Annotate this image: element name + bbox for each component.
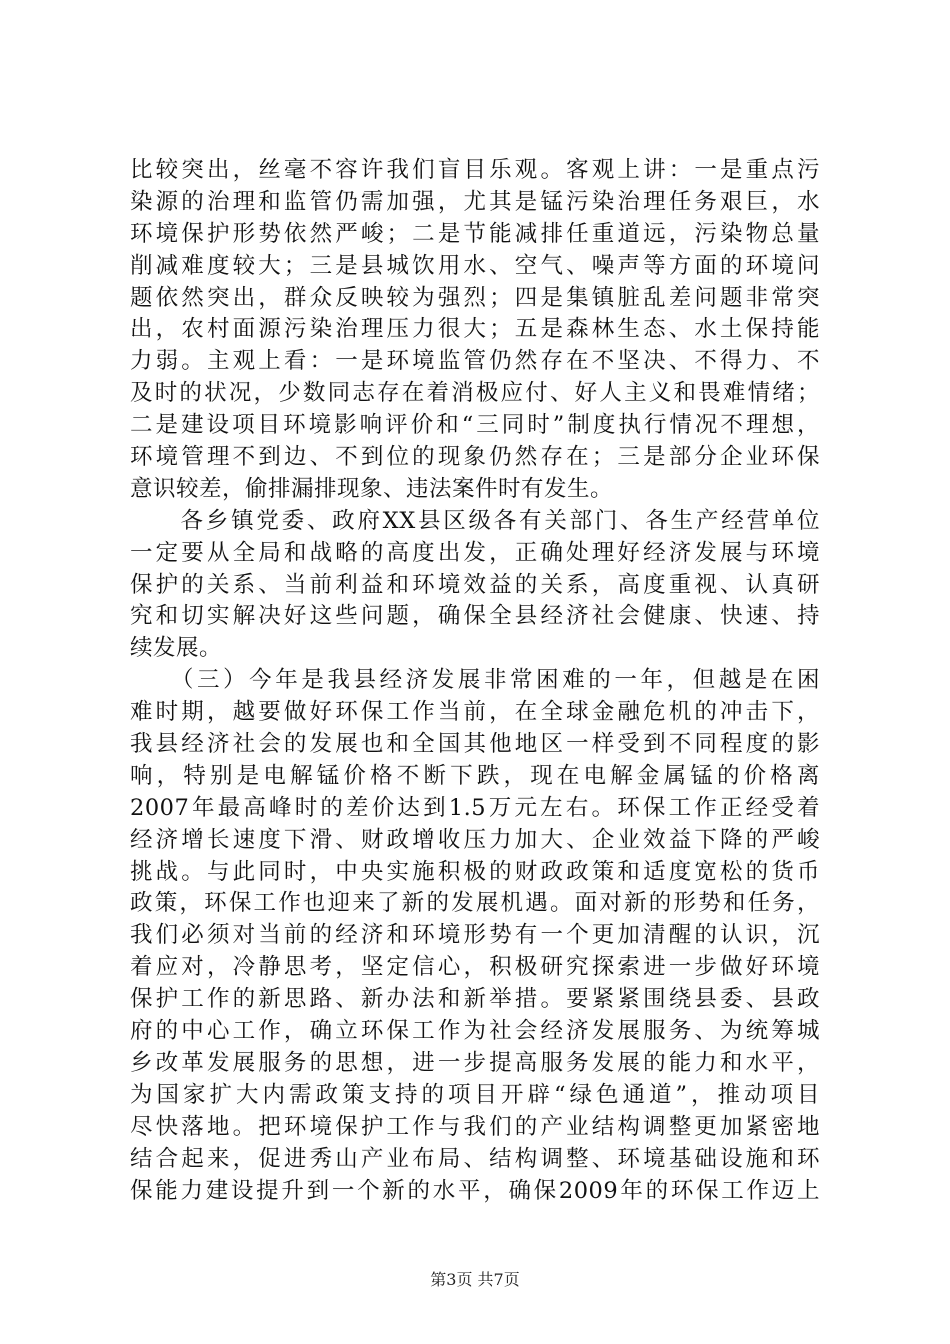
text-line: 我们必须对当前的经济和环境形势有一个更加清醒的认识，沉	[130, 922, 820, 949]
text-line: 意识较差，偷排漏排现象、违法案件时有发生。	[130, 475, 614, 502]
text-line: 出，农村面源污染治理压力很大；五是森林生态、水土保持能	[130, 316, 820, 343]
text-line: （三）今年是我县经济发展非常困难的一年，但越是在困	[130, 667, 820, 694]
text-line: 保能力建设提升到一个新的水平，确保2009年的环保工作迈上	[130, 1177, 820, 1204]
text-line: 削减难度较大；三是县城饮用水、空气、噪声等方面的环境问	[130, 252, 820, 279]
text-line: 题依然突出，群众反映较为强烈；四是集镇脏乱差问题非常突	[130, 284, 820, 311]
text-line: 环境保护形势依然严峻；二是节能减排任重道远，污染物总量	[130, 220, 820, 247]
text-line: 经济增长速度下滑、财政增收压力加大、企业效益下降的严峻	[130, 826, 820, 853]
text-line: 着应对，冷静思考，坚定信心，积极研究探索进一步做好环境	[130, 954, 820, 981]
text-line: 保护的关系、当前利益和环境效益的关系，高度重视、认真研	[130, 571, 820, 598]
text-line: 为国家扩大内需政策支持的项目开辟“绿色通道”，推动项目	[130, 1081, 820, 1108]
text-line: 各乡镇党委、政府XX县区级各有关部门、各生产经营单位	[130, 507, 820, 534]
text-line: 政策，环保工作也迎来了新的发展机遇。面对新的形势和任务，	[130, 890, 820, 917]
text-line: 结合起来，促进秀山产业布局、结构调整、环境基础设施和环	[130, 1145, 820, 1172]
text-line: 二是建设项目环境影响评价和“三同时”制度执行情况不理想，	[130, 412, 820, 439]
text-line: 尽快落地。把环境保护工作与我们的产业结构调整更加紧密地	[130, 1113, 820, 1140]
text-line: 乡改革发展服务的思想，进一步提高服务发展的能力和水平，	[130, 1049, 820, 1076]
body-text	[130, 155, 820, 1207]
text-line: 续发展。	[130, 635, 223, 662]
text-line: 环境管理不到边、不到位的现象仍然存在；三是部分企业环保	[130, 444, 820, 471]
text-line: 及时的状况，少数同志存在着消极应付、好人主义和畏难情绪；	[130, 380, 820, 407]
text-line: 保护工作的新思路、新办法和新举措。要紧紧围绕县委、县政	[130, 986, 820, 1013]
text-line: 响，特别是电解锰价格不断下跌，现在电解金属锰的价格离	[130, 762, 820, 789]
text-line: 究和切实解决好这些问题，确保全县经济社会健康、快速、持	[130, 603, 820, 630]
text-line: 挑战。与此同时，中央实施积极的财政政策和适度宽松的货币	[130, 858, 820, 885]
text-line: 2007年最高峰时的差价达到1.5万元左右。环保工作正经受着	[130, 794, 820, 821]
text-line: 难时期，越要做好环保工作当前，在全球金融危机的冲击下，	[130, 699, 820, 726]
text-line: 比较突出，丝毫不容许我们盲目乐观。客观上讲：一是重点污	[130, 157, 820, 183]
text-line: 力弱。主观上看：一是环境监管仍然存在不坚决、不得力、不	[130, 348, 820, 375]
text-line: 府的中心工作，确立环保工作为社会经济发展服务、为统筹城	[130, 1018, 820, 1045]
text-line: 染源的治理和监管仍需加强，尤其是锰污染治理任务艰巨，水	[130, 188, 820, 215]
text-line: 一定要从全局和战略的高度出发，正确处理好经济发展与环境	[130, 539, 820, 566]
page-footer: 第3页 共7页	[430, 1270, 520, 1289]
text-line: 我县经济社会的发展也和全国其他地区一样受到不同程度的影	[130, 731, 820, 758]
